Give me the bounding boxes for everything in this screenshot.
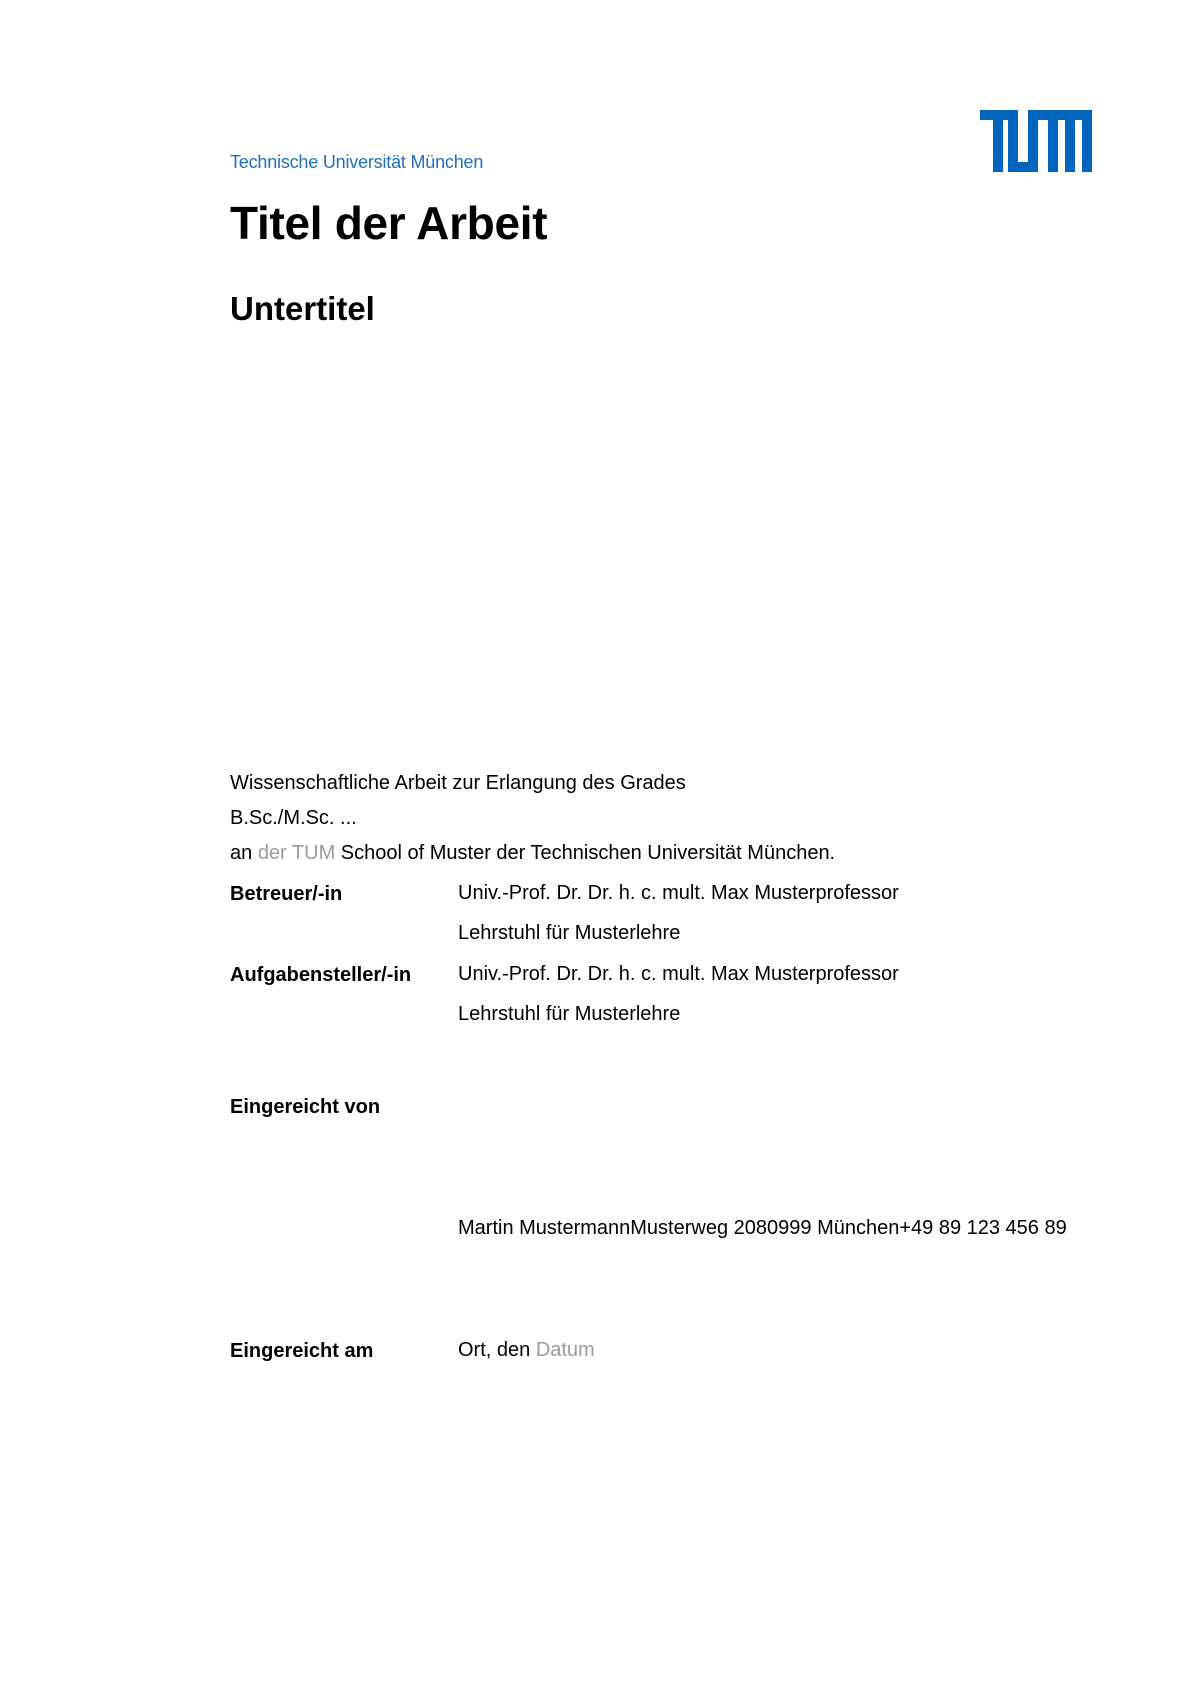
supervisor-info — [458, 873, 1068, 953]
degree-line-3 — [230, 836, 835, 871]
supervisor-chair: Lehrstuhl für Musterlehre — [458, 922, 681, 944]
supervisor-name: Univ.-Prof. Dr. Dr. h. c. mult. Max Musterprofessor — [458, 882, 899, 904]
degree-line-2: B.Sc./M.Sc. ... — [230, 807, 357, 829]
submitted-on-label: Eingereicht am — [230, 1340, 374, 1362]
tum-logo — [980, 110, 1092, 172]
degree-line-3-prefix: an — [230, 842, 258, 864]
tum-logo-icon — [980, 110, 1092, 172]
thesis-subtitle: Untertitel — [230, 290, 375, 327]
examiner-name: Univ.-Prof. Dr. Dr. h. c. mult. Max Musterprofessor — [458, 963, 899, 985]
degree-statement — [230, 766, 835, 871]
submitted-on-prefix: Ort, den — [458, 1339, 536, 1361]
supervisor-label: Betreuer/-in — [230, 883, 343, 905]
thesis-title: Titel der Arbeit — [230, 197, 548, 249]
date-placeholder: Datum — [535, 1339, 595, 1361]
submitted-on-value — [458, 1330, 1068, 1370]
university-name: Technische Universität München — [230, 152, 484, 172]
degree-line-1: Wissenschaftliche Arbeit zur Erlangung des Grades — [230, 772, 686, 794]
examiner-chair: Lehrstuhl für Musterlehre — [458, 1003, 681, 1025]
examiner-info — [458, 954, 1068, 1034]
degree-line-3-suffix: School of Muster der Technischen Universität München. — [335, 842, 836, 864]
submitted-by-label: Eingereicht von — [230, 1096, 381, 1118]
submitted-by-details: Martin MustermannMusterweg 2080999 München+49 89 123 456 89 — [458, 1217, 1067, 1239]
examiner-label: Aufgabensteller/-in — [230, 964, 412, 986]
school-placeholder: der TUM — [257, 842, 336, 864]
